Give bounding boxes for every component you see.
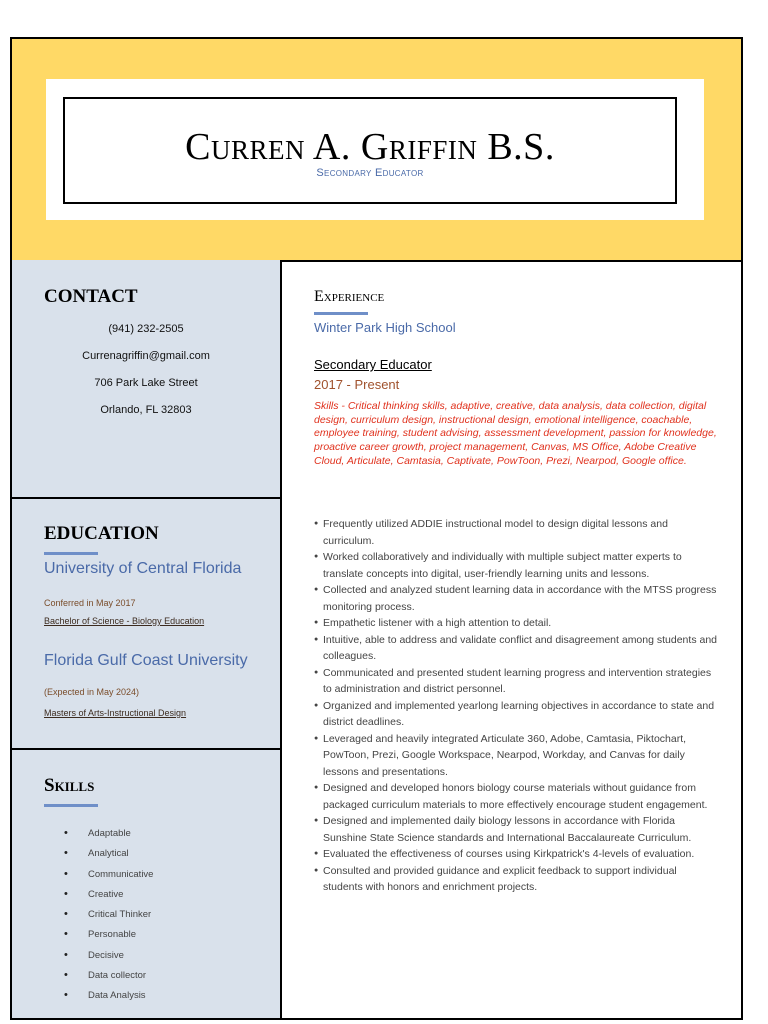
skill-item: • Data collector (64, 969, 153, 989)
skill-item: • Critical Thinker (64, 908, 153, 928)
experience-heading: Experience (314, 288, 385, 305)
contact-section (12, 260, 280, 499)
list-item: ● Designed and developed honors biology course materials without guidance from packaged curriculum materials to more effectively encourage student engagement. (314, 780, 718, 813)
list-item: ● Leveraged and heavily integrated Articulate 360, Adobe, Camtasia, Piktochart, PowToon, Prezi, Google Workspace, Nearpod, Workday, and Canvas for daily lessons and presentations. (314, 731, 718, 781)
name-frame (63, 97, 677, 204)
school-name: University of Central Florida (44, 560, 242, 577)
list-item: ● Frequently utilized ADDIE instructional model to design digital lessons and curriculum. (314, 516, 718, 549)
contact-phone: (941) 232-2505 (108, 323, 184, 335)
list-item: ● Organized and implemented yearlong learning objectives in accordance to state and district deadlines. (314, 698, 718, 731)
job-title: Secondary Educator (314, 357, 432, 372)
contact-email: Currenagriffin@gmail.com (82, 350, 210, 362)
school-degree: Masters of Arts-Instructional Design (44, 708, 187, 718)
list-item: ● Empathetic listener with a high attention to detail. (314, 615, 718, 632)
school-note: (Expected in May 2024) (44, 687, 140, 697)
list-item: ● Consulted and provided guidance and explicit feedback to support individual students with honors and enrichment projects. (314, 863, 718, 896)
skill-item: • Decisive (64, 949, 153, 969)
header-card (46, 79, 704, 220)
list-item: ● Intuitive, able to address and validate conflict and disagreement among students and colleagues. (314, 632, 718, 665)
candidate-title: Secondary Educator (316, 167, 424, 179)
list-item: ● Designed and implemented daily biology lessons in accordance with Florida Sunshine State Science standards and International Baccalaureate Curriculum. (314, 813, 718, 846)
job-dates: 2017 - Present (314, 377, 400, 392)
contact-heading: CONTACT (44, 286, 138, 307)
skills-section (12, 751, 280, 1018)
header-banner (12, 39, 741, 262)
skills-rule (44, 804, 98, 807)
list-item: ● Collected and analyzed student learning data in accordance with the MTSS progress monitoring process. (314, 582, 718, 615)
responsibilities-list (314, 516, 718, 896)
list-item: ● Communicated and presented student learning progress and intervention strategies to administration and district personnel. (314, 665, 718, 698)
skill-item: • Data Analysis (64, 989, 153, 1009)
skill-item: • Personable (64, 928, 153, 948)
list-item: ● Evaluated the effectiveness of courses using Kirkpatrick's 4-levels of evaluation. (314, 846, 718, 863)
school-note: Conferred in May 2017 (44, 598, 136, 608)
employer-name: Winter Park High School (314, 320, 456, 335)
candidate-name: Curren A. Griffin B.S. (185, 126, 555, 168)
resume-page (10, 37, 743, 1020)
job-skills: Skills - Critical thinking skills, adaptive, creative, data analysis, data collection, digital design, curriculum design, instructional design, emotional intelligence, coachable, employee training, student advising, assessment development, passion for knowledge, proactive career growth, project management, Canvas, MS Office, Adobe Creative Cloud, Articulate, Camtasia, Captivate, PowToon, Prezi, Nearpod, Google office. (314, 400, 717, 467)
skill-item: • Communicative (64, 868, 153, 888)
list-item: ● Worked collaboratively and individually with multiple subject matter experts to translate concepts into digital, user-friendly learning units and lessons. (314, 549, 718, 582)
skill-item: • Analytical (64, 847, 153, 867)
education-rule (44, 552, 98, 555)
contact-list (12, 322, 280, 430)
school-degree: Bachelor of Science - Biology Education (44, 616, 205, 626)
experience-section (282, 260, 741, 1018)
skill-item: • Adaptable (64, 827, 153, 847)
skills-list (64, 827, 153, 1010)
skills-heading: Skills (44, 775, 95, 796)
skill-item: • Creative (64, 888, 153, 908)
contact-city: Orlando, FL 32803 (100, 404, 192, 416)
education-heading: EDUCATION (44, 523, 159, 544)
sidebar (12, 260, 282, 1018)
education-section (12, 499, 280, 750)
contact-street: 706 Park Lake Street (94, 377, 198, 389)
experience-rule (314, 312, 368, 315)
school-name: Florida Gulf Coast University (44, 652, 248, 669)
